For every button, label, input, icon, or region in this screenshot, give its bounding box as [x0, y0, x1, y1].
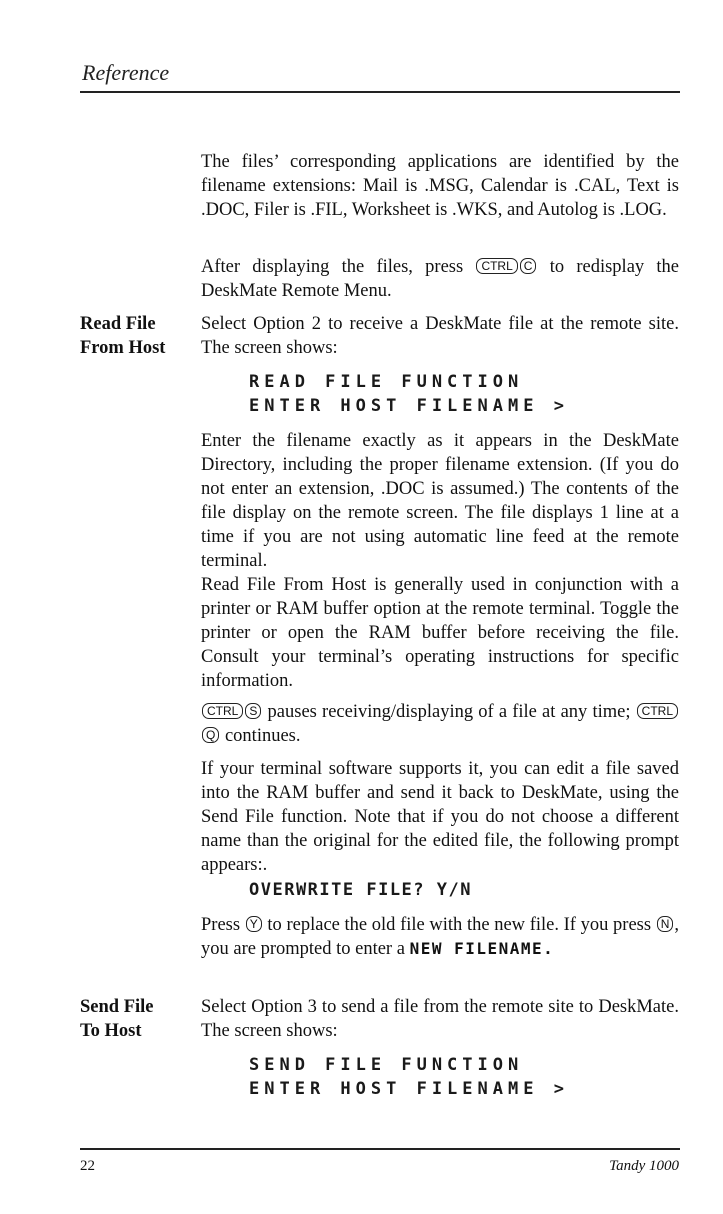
read-file-p4-mid: pauses receiving/displaying of a file at any time; — [267, 702, 631, 722]
read-file-screen-line1: READ FILE FUNCTION — [249, 372, 524, 392]
read-file-paragraph-2: Enter the filename exactly as it appears in the DeskMate Directory, including the proper filename extension. (If you do not enter an extension, .DOC is assumed.) The contents of the file display on the remote screen. The file displays 1 line at a time if you are not using automatic line feed at the remote terminal. — [201, 431, 679, 571]
read-file-p6-end: , you are prompted to enter a — [201, 915, 680, 959]
read-file-heading-line1: Read File — [80, 314, 156, 334]
n-key: N — [657, 916, 674, 932]
footer-title: Tandy 1000 — [609, 1158, 679, 1174]
s-key: S — [245, 703, 261, 719]
send-file-heading-line2: To Host — [80, 1021, 142, 1041]
send-file-heading — [80, 995, 200, 1043]
intro-paragraph-2 — [201, 255, 679, 303]
send-file-paragraph-1: Select Option 3 to send a file from the remote site to DeskMate. The screen shows: — [201, 997, 679, 1041]
c-key: C — [520, 258, 537, 274]
new-filename-text: NEW FILENAME. — [409, 939, 555, 958]
read-file-p6-start: Press — [201, 915, 241, 935]
read-file-p6-mid: to replace the old file with the new file. If you press — [267, 915, 652, 935]
read-file-paragraph-5: If your terminal software supports it, you can edit a file saved into the RAM buffer and send it back to DeskMate, using the Send File function. Note that if you do not choose a different name than the original for the edited file, the following prompt appears:. — [201, 759, 679, 875]
read-file-paragraph-4 — [201, 700, 679, 748]
send-file-heading-line1: Send File — [80, 997, 154, 1017]
ctrl-key: CTRL — [202, 703, 243, 719]
read-file-p4-end: continues. — [224, 726, 301, 746]
intro-paragraph-1: The files’ corresponding applications are identified by the filename extensions: Mail is .MSG, Calendar is .CAL, Text is .DOC, Filer is .FIL, Worksheet is .WKS, and Autolog is .LOG. — [201, 152, 679, 220]
intro-p2-after: to redisplay the DeskMate Remote Menu. — [201, 257, 679, 301]
q-key: Q — [202, 727, 219, 743]
header-rule — [80, 91, 680, 93]
send-file-screen-line1: SEND FILE FUNCTION — [249, 1055, 524, 1075]
ctrl-key: CTRL — [637, 703, 678, 719]
header-title: Reference — [82, 60, 170, 85]
footer-rule — [80, 1148, 680, 1150]
read-file-paragraph-6 — [201, 913, 679, 961]
page-number: 22 — [80, 1158, 95, 1174]
overwrite-prompt: OVERWRITE FILE? Y/N — [249, 880, 472, 900]
intro-p2-before: After displaying the files, press — [201, 257, 464, 277]
read-file-heading — [80, 312, 200, 360]
ctrl-key: CTRL — [476, 258, 517, 274]
read-file-paragraph-3: Read File From Host is generally used in conjunction with a printer or RAM buffer option at the remote terminal. Toggle the printer or open the RAM buffer before receiving the file. Consult your terminal’s operating instructions for specific information. — [201, 575, 679, 691]
read-file-heading-line2: From Host — [80, 338, 166, 358]
read-file-paragraph-1: Select Option 2 to receive a DeskMate file at the remote site. The screen shows: — [201, 314, 679, 358]
read-file-screen-line2: ENTER HOST FILENAME > — [249, 396, 569, 416]
y-key: Y — [246, 916, 262, 932]
send-file-screen-line2: ENTER HOST FILENAME > — [249, 1079, 569, 1099]
